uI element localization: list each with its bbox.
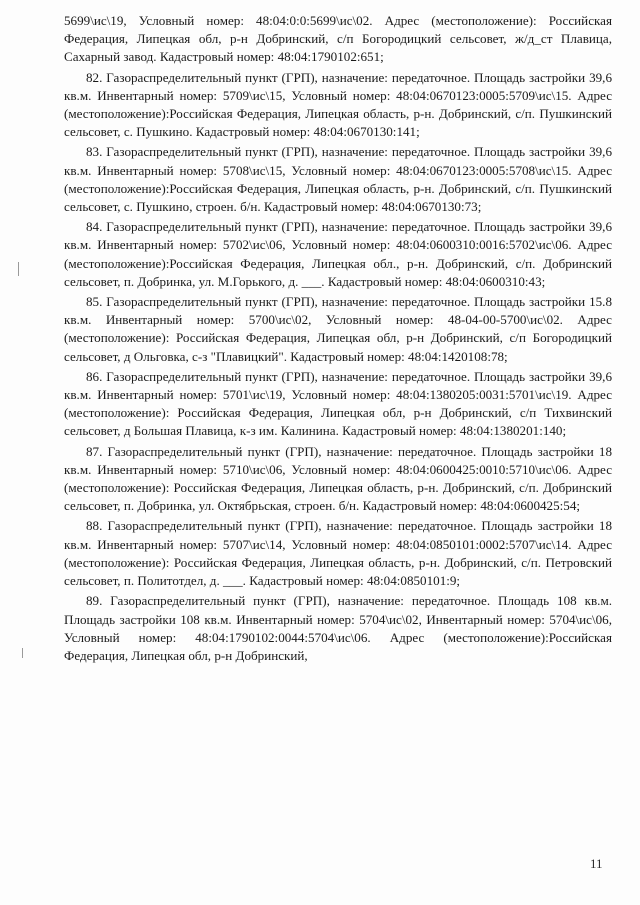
paragraph-item-88: 88. Газораспределительный пункт (ГРП), назначение: передаточное. Площадь застройки 18 кв.м. Инвентарный номер: 5707\ис\14, Условный номер: 48:04:0850101:0002:5707\ис\14. Адрес (местоположение): Российская Федерация, Липецкая область, р-н. Добринский, с/п. Петровский сельсовет, п. Политотдел, д. ___. Кадастровый номер: 48:04:0850101:9; (64, 518, 612, 589)
paragraph-item-84: 84. Газораспределительный пункт (ГРП), назначение: передаточное. Площадь застройки 39,6 кв.м. Инвентарный номер: 5702\ис\06, Условный номер: 48:04:0600310:0016:5702\ис\06. Адрес (местоположение):Российская Федерация, Липецкая обл., р-н. Добринский, с/п. Добринский сельсовет, п. Добринка, ул. М.Горького, д. ___. Кадастровый номер: 48:04:0600310:43; (64, 219, 612, 289)
paragraph-item-85: 85. Газораспределительный пункт (ГРП), назначение: передаточное. Площадь застройки 15.8 кв.м. Инвентарный номер: 5700\ис\02, Условный номер: 48-04-00-5700\ис\02. Адрес (местоположение): Российская Федерация, Липецкая обл, р-н Добринский, с/п Богородицкий сельсовет, д Ольговка, с-з "Плавицкий". Кадастровый номер: 48:04:1420108:78; (64, 294, 612, 364)
paragraph-item-89: 89. Газораспределительный пункт (ГРП), назначение: передаточное. Площадь 108 кв.м. Площадь застройки 108 кв.м. Инвентарный номер: 5704\ис\02, Инвентарный номер: 5704\ис\06, Условный номер: 48:04:1790102:0044:5704\ис\06. Адрес (местоположение):Российская Федерация, Липецкая обл, р-н Добринский, (64, 593, 612, 663)
left-margin-scan-mark (18, 262, 19, 276)
document-body (64, 12, 612, 667)
paragraph-item-87: 87. Газораспределительный пункт (ГРП), назначение: передаточное. Площадь застройки 18 кв.м. Инвентарный номер: 5710\ис\06, Условный номер: 48:04:0600425:0010:5710\ис\06. Адрес (местоположение): Российская Федерация, Липецкая область, р-н. Добринский, с/п. Добринский сельсовет, п. Добринка, ул. Октябрьская, строен. б/н. Кадастровый номер: 48:04:0600425:54; (64, 443, 612, 514)
paragraph-continuation: 5699\ис\19, Условный номер: 48:04:0:0:5699\ис\02. Адрес (местоположение): Российская Федерация, Липецкая обл, р-н Добринский, с/п Богородицкий сельсовет, ж/д_ст Плавица, Сахарный завод. Кадастровый номер: 48:04:1790102:651; (64, 13, 612, 65)
left-margin-scan-mark-lower (22, 648, 23, 658)
paragraph-item-83: 83. Газораспределительный пункт (ГРП), назначение: передаточное. Площадь застройки 39,6 кв.м. Инвентарный номер: 5708\ис\15, Условный номер: 48:04:0670123:0005:5708\ис\15. Адрес (местоположение):Российская Федерация, Липецкая область, р-н. Добринский, с/п. Пушкинский сельсовет, с. Пушкино, строен. б/н. Кадастровый номер: 48:04:0670130:73; (64, 144, 612, 215)
paragraph-item-82: 82. Газораспределительный пункт (ГРП), назначение: передаточное. Площадь застройки 39,6 кв.м. Инвентарный номер: 5709\ис\15, Условный номер: 48:04:0670123:0005:5709\ис\15. Адрес (местоположение):Российская Федерация, Липецкая область, р-н. Добринский, с/п. Пушкинский сельсовет, с. Пушкино. Кадастровый номер: 48:04:0670130:141; (64, 69, 612, 140)
paragraph-item-86: 86. Газораспределительный пункт (ГРП), назначение: передаточное. Площадь застройки 39,6 кв.м. Инвентарный номер: 5701\ис\19, Условный номер: 48:04:1380205:0031:5701\ис\19. Адрес (местоположение): Российская Федерация, Липецкая обл, р-н Добринский, с/п Тихвинский сельсовет, д Большая Плавица, к-з им. Калинина. Кадастровый номер: 48:04:1380201:140; (64, 368, 612, 439)
page-number: 11 (590, 856, 603, 871)
